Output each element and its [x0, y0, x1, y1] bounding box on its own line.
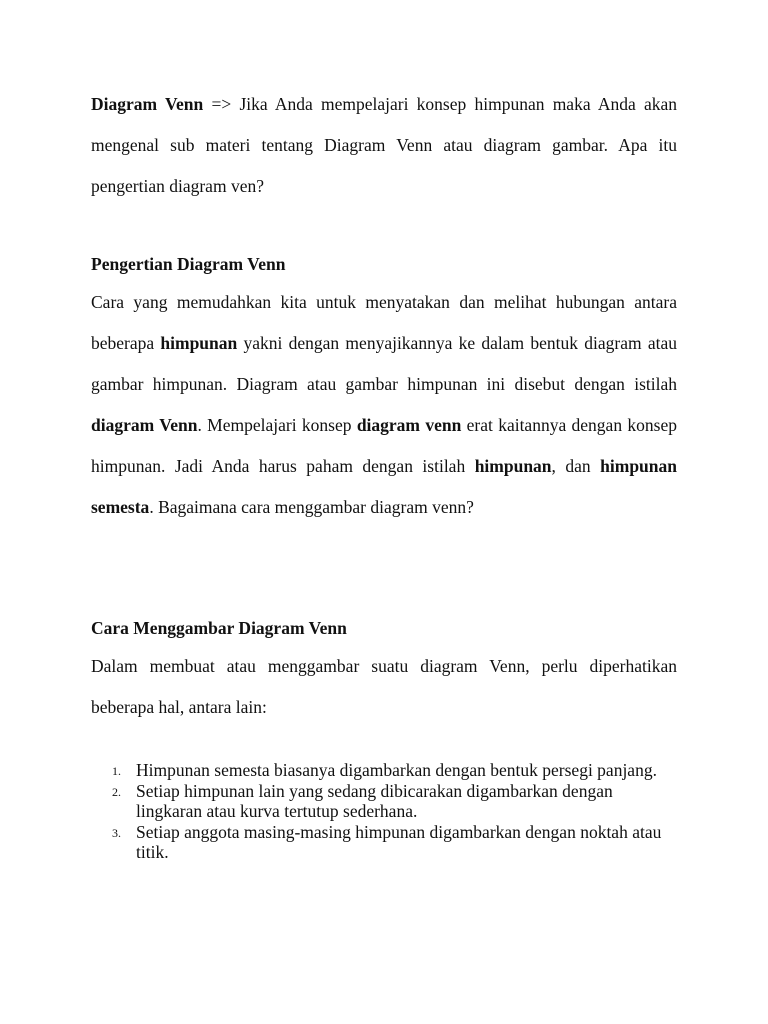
list-number: 1. [112, 764, 121, 778]
list-item [91, 822, 677, 863]
intro-text: => Jika Anda mempelajari konsep himpunan maka Anda akan mengenal sub materi tentang Diagram Venn atau diagram gambar. Apa itu pengertian diagram ven? [91, 94, 677, 196]
text-segment: erat kaitannya dengan konsep himpunan. Jadi Anda harus paham dengan istilah [91, 415, 677, 476]
bold-term: diagram venn [356, 415, 462, 435]
numbered-list [91, 760, 677, 863]
text-segment: yakni dengan menyajikannya ke dalam bentuk diagram atau gambar himpunan. Diagram atau gambar himpunan ini disebut dengan istilah [91, 333, 677, 394]
list-item-text: Himpunan semesta biasanya digambarkan dengan bentuk persegi panjang. [136, 760, 657, 780]
list-item-text: Setiap himpunan lain yang sedang dibicarakan digambarkan dengan lingkaran atau kurva tertutup sederhana. [136, 780, 613, 821]
intro-paragraph [91, 84, 677, 207]
list-number: 2. [112, 784, 121, 799]
cara-paragraph: Dalam membuat atau menggambar suatu diagram Venn, perlu diperhatikan beberapa hal, antara lain: [91, 656, 677, 717]
list-number: 3. [112, 825, 121, 840]
text-segment: Cara yang memudahkan kita untuk menyatakan dan melihat hubungan antara beberapa [91, 292, 677, 353]
list-item [91, 781, 677, 822]
text-segment: . Bagaimana cara menggambar diagram venn? [149, 497, 474, 517]
text-segment: , dan [551, 456, 601, 476]
section-heading-cara: Cara Menggambar Diagram Venn [91, 618, 347, 638]
bold-term: diagram Venn [91, 415, 198, 435]
bold-term: himpunan semesta [91, 456, 677, 517]
bold-term: himpunan [474, 456, 552, 476]
pengertian-paragraph [91, 282, 677, 528]
list-item-text: Setiap anggota masing-masing himpunan digambarkan dengan noktah atau titik. [136, 821, 662, 862]
text-segment: . Mempelajari konsep [197, 415, 357, 435]
intro-term: Diagram Venn [91, 94, 204, 114]
section-heading-pengertian: Pengertian Diagram Venn [91, 254, 286, 274]
bold-term: himpunan [160, 333, 238, 353]
list-item [91, 760, 677, 781]
